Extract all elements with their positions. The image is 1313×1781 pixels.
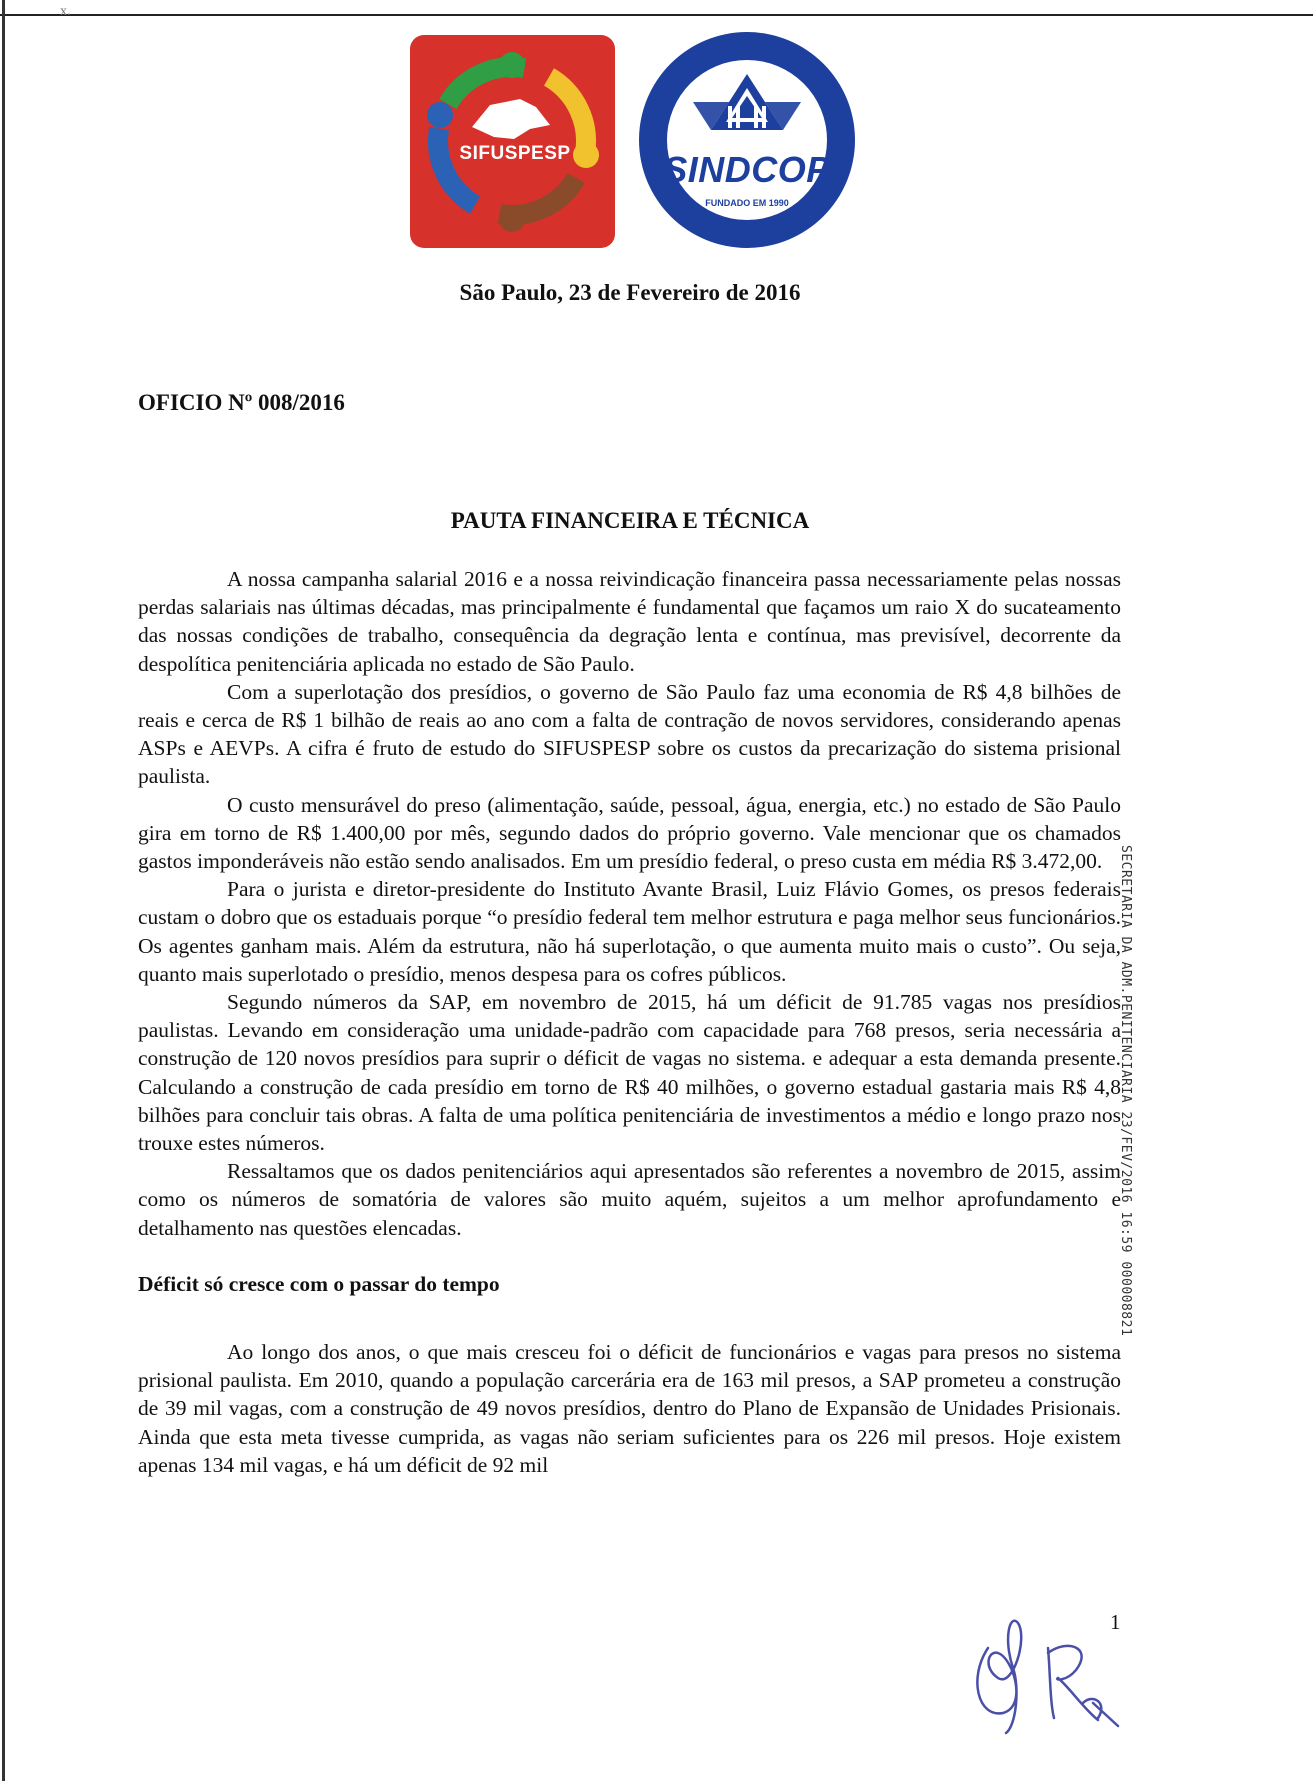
document-reference: OFICIO Nº 008/2016 [138,390,345,415]
scan-edge-left [2,0,5,1781]
paragraph-1: A nossa campanha salarial 2016 e a nossa reivindicação financeira passa necessariamente pelas nossas perdas salariais nas últimas décadas, mas principalmente é fundamental que façamos um raio X do sucateamento das nossas condições de trabalho, consequência da degração lenta e contínua, mas previsível, decorrente da despolítica penitenciária aplicada no estado de São Paulo. [138,567,1121,676]
paragraph-2: Com a superlotação dos presídios, o governo de São Paulo faz uma economia de R$ 4,8 bilhões de reais e cerca de R$ 1 bilhão de reais ao ano com a falta de contração de novos servidores, considerando apenas ASPs e AEVPs. A cifra é fruto de estudo do SIFUSPESP sobre os custos da precarização do sistema prisional paulista. [138,679,1121,789]
paragraph-6: Ressaltamos que os dados penitenciários aqui apresentados são referentes a novembro de 2015, assim como os números de somatória de valores são muito aquém, sujeitos a um melhor aprofundamento e detalhamento nas questões elencadas. [138,1159,1121,1240]
section-heading: Déficit só cresce com o passar do tempo [138,1271,500,1296]
paragraph-5: Segundo números da SAP, em novembro de 2015, há um déficit de 91.785 vagas nos presídios paulistas. Levando em consideração uma unidade-padrão com capacidade para 768 presos, seria necessária a construção de 120 novos presídios para suprir o déficit de vagas no sistema. e adequar a esta demanda presente. Calculando a construção de cada presídio em torno de R$ 40 milhões, o governo estadual gastaria mais R$ 4,8 bilhões para concluir tais obras. A falta de uma política penitenciária de investimentos a médio e longo prazo nos trouxe estes números. [138,990,1121,1156]
sifuspesp-logo-text: SIFUSPESP [459,143,571,164]
protocol-stamp: SECRETARIA DA ADM.PENITENCIARIA 23/FEV/2016 16:59 000008821 [1118,845,1133,1337]
sindcop-logo-founded: FUNDADO EM 1990 [705,198,789,208]
scan-mark: x. [60,4,71,19]
paragraph-3: O custo mensurável do preso (alimentação, saúde, pessoal, água, energia, etc.) no estado de São Paulo gira em torno de R$ 1.400,00 por mês, segundo dados do próprio governo. Vale mencionar que os chamados gastos imponderáveis não estão sendo analisados. Em um presídio federal, o preso custa em média R$ 3.472,00. [138,792,1121,874]
sifuspesp-emblem-icon [410,35,615,248]
sindcop-logo [632,22,862,262]
signature-icon [958,1608,1128,1738]
document-body [138,565,1121,1479]
scan-edge-top [0,14,1313,16]
document-date: São Paulo, 23 de Fevereiro de 2016 [459,280,801,305]
document-heading: PAUTA FINANCEIRA E TÉCNICA [450,508,810,533]
paragraph-4: Para o jurista e diretor-presidente do Instituto Avante Brasil, Luiz Flávio Gomes, os presos federais custam o dobro que os estaduais porque “o presídio federal tem melhor estrutura e paga melhor seus funcionários. Os agentes ganham mais. Além da estrutura, não há superlotação, o que aumenta muito mais o custo”. Ou seja, quanto mais superlotado o presídio, menos despesa para os cofres públicos. [138,877,1121,986]
sindcop-seal-icon [632,22,862,262]
section-paragraph: Ao longo dos anos, o que mais cresceu foi o déficit de funcionários e vagas para presos no sistema prisional paulista. Em 2010, quando a população carcerária era de 163 mil presos, a SAP prometeu a construção de 39 mil vagas, com a construção de 49 novos presídios, dentro do Plano de Expansão de Unidades Prisionais. Ainda que esta meta tivesse cumprida, as vagas não seriam suficientes para os 226 mil presos. Hoje existem apenas 134 mil vagas, e há um déficit de 92 mil [138,1340,1121,1477]
sindcop-logo-name: SINDCOP [663,149,831,190]
page-number: 1 [1110,1610,1121,1634]
sifuspesp-logo [410,35,615,248]
